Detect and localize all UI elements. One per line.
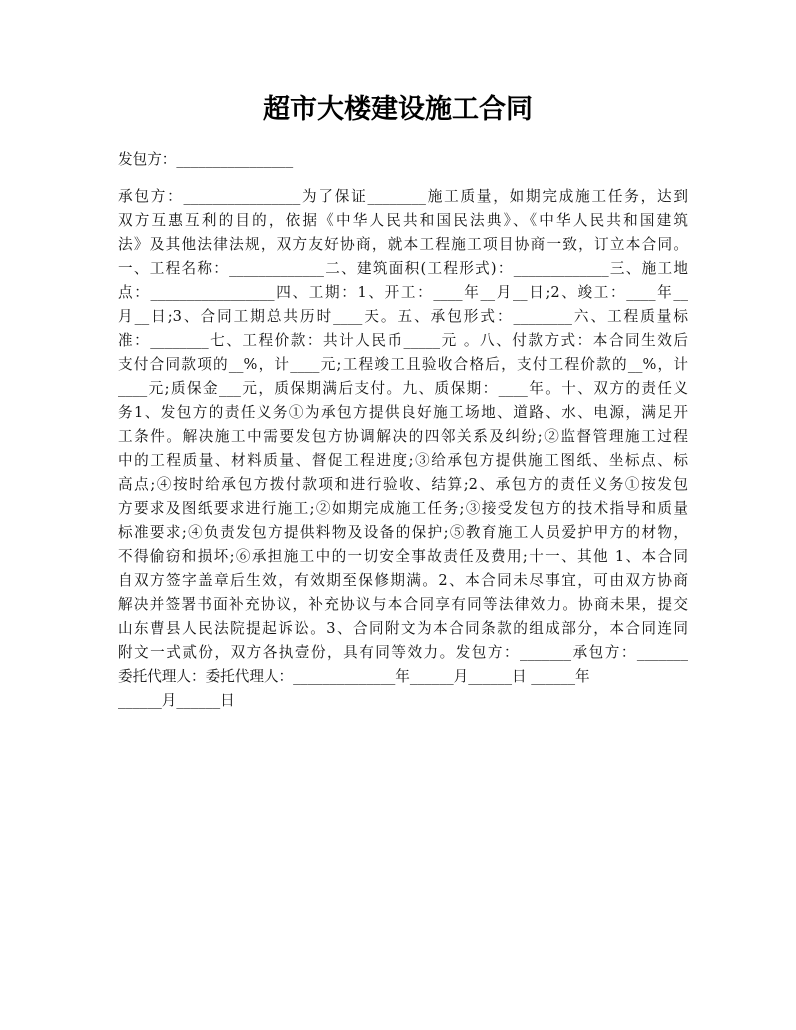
body-line-13: 高点;④按时给承包方拨付款项和进行验收、结算;2、承包方的责任义务①按发包 (118, 476, 688, 493)
body-line-18: 解决并签署书面补充协议，补充协议与本合同享有同等法律效力。协商未果，提交 (118, 596, 688, 613)
body-line-22: ______月______日 (118, 692, 235, 709)
body-line-2: 双方互惠互利的目的，依据《中华人民共和国民法典》、《中华人民共和国建筑 (118, 212, 688, 229)
body-line-5: 点：_________________四、工期：1、开工：____年__月__日;2、竣工：____年__ (118, 284, 688, 301)
body-line-19: 山东曹县人民法院提起诉讼。3、合同附文为本合同条款的组成部分，本合同连同 (118, 620, 688, 637)
body-line-17: 自双方签字盖章后生效，有效期至保修期满。2、本合同未尽事宜，可由双方协商 (118, 572, 688, 589)
body-line-16: 不得偷窃和损坏;⑥承担施工中的一切安全事故责任及费用;十一、其他 1、本合同 (118, 548, 688, 565)
document-title: 超市大楼建设施工合同 (263, 94, 533, 125)
body-line-20: 附文一式贰份，双方各执壹份，具有同等效力。发包方：_______承包方：_______ (118, 644, 688, 661)
body-line-12: 中的工程质量、材料质量、督促工程进度;③给承包方提供施工图纸、坐标点、标 (118, 452, 688, 469)
body-line-7: 准：________七、工程价款：共计人民币_____元 。八、付款方式：本合同生效后 (118, 332, 688, 349)
body-line-4: 一、工程名称：_____________二、建筑面积(工程形式)：_____________三、施工地 (118, 260, 688, 277)
party-a-line: 发包方：________________ (118, 151, 294, 168)
body-line-14: 方要求及图纸要求进行施工;②如期完成施工任务;③接受发包方的技术指导和质量 (118, 500, 688, 517)
body-line-10: 务1、发包方的责任义务①为承包方提供良好施工场地、道路、水、电源，满足开 (118, 404, 688, 421)
body-line-15: 标准要求;④负责发包方提供料物及设备的保护;⑤教育施工人员爱护甲方的材物， (118, 524, 688, 541)
body-line-3: 法》及其他法律法规，双方友好协商，就本工程施工项目协商一致，订立本合同。 (118, 236, 688, 253)
body-line-1: 承包方：________________为了保证________施工质量，如期完成施工任务，达到 (118, 188, 688, 205)
body-line-11: 工条件。解决施工中需要发包方协调解决的四邻关系及纠纷;②监督管理施工过程 (118, 428, 688, 445)
body-line-8: 支付合同款项的__%，计____元;工程竣工且验收合格后，支付工程价款的__%，计 (118, 356, 688, 373)
body-line-9: ____元;质保金___元，质保期满后支付。九、质保期：____年。十、双方的责任义 (118, 380, 688, 397)
body-line-6: 月__日;3、合同工期总共历时____天。五、承包形式：________六、工程质量标 (118, 308, 688, 325)
body-line-21: 委托代理人：委托代理人：______________年______月______日 ______年 (118, 668, 590, 685)
